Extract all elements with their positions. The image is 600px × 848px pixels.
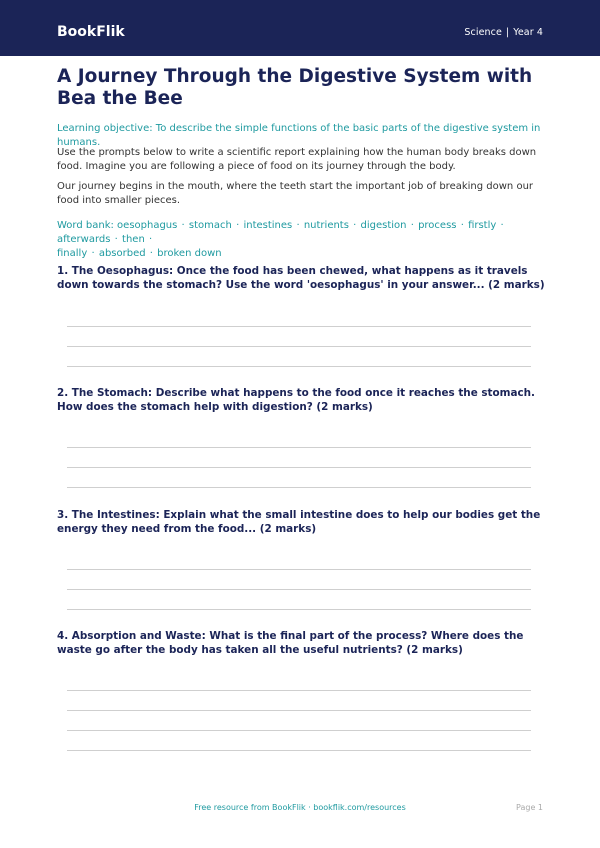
word-bank-word: then [122,234,145,245]
answer-line[interactable] [67,690,531,691]
answer-line[interactable] [67,609,531,610]
question-prompt: 2. The Stomach: Describe what happens to the food once it reaches the stomach. How does the stomach help with digestion? (2 marks) [57,387,535,413]
answer-line[interactable] [67,366,531,367]
word-bank-label: Word bank: [57,220,114,231]
word-bank-word: finally [57,248,88,259]
learning-objective: Learning objective: To describe the simple functions of the basic parts of the digestive system in humans. [57,123,541,148]
worksheet-title: A Journey Through the Digestive System with Bea the Bee [57,66,533,109]
word-bank-word: stomach [188,220,232,231]
header-meta [464,27,543,39]
answer-line[interactable] [67,710,531,711]
answer-line[interactable] [67,589,531,590]
word-separator: · [296,220,300,231]
page-header [0,0,600,56]
question-prompt: 1. The Oesophagus: Once the food has been chewed, what happens as it travels down towards the stomach? Use the word 'oesophagus' in your answer... (2 marks) [57,265,545,291]
word-bank-word: firstly [468,220,497,231]
subject-label: Science [464,27,502,38]
word-bank-word: digestion [360,220,407,231]
word-separator: · [236,220,240,231]
word-bank-word: oesophagus [117,220,178,231]
word-separator: · [148,234,153,245]
year-label: Year 4 [513,27,543,38]
word-bank-word: absorbed [98,248,146,259]
meta-separator: | [505,27,510,38]
word-separator: · [181,220,185,231]
brand-logo-text: BookFlik [57,24,125,40]
word-bank-word: process [418,220,457,231]
word-bank-word: broken down [157,248,222,259]
word-bank-word: afterwards [57,234,111,245]
page-number: Page 1 [516,803,543,812]
word-bank-word: intestines [243,220,293,231]
question-prompt: 3. The Intestines: Explain what the small intestine does to help our bodies get the energy they need from the food... (2 marks) [57,509,541,535]
answer-line[interactable] [67,487,531,488]
answer-line[interactable] [67,447,531,448]
answer-line[interactable] [67,569,531,570]
word-separator: · [149,248,153,259]
word-separator: · [500,220,504,231]
word-separator: · [353,220,357,231]
word-separator: · [410,220,414,231]
word-separator: · [460,220,464,231]
word-bank-word: nutrients [303,220,349,231]
intro-paragraph: Use the prompts below to write a scientific report explaining how the human body breaks down food. Imagine you are following a piece of food on its journey through the body. [57,147,537,172]
answer-line[interactable] [67,750,531,751]
intro-paragraph: Our journey begins in the mouth, where the teeth start the important job of breaking down our food into smaller pieces. [57,181,534,206]
question-prompt: 4. Absorption and Waste: What is the final part of the process? Where does the waste go after the body has taken all the useful nutrients? (2 marks) [57,630,524,656]
word-separator: · [91,248,95,259]
answer-line[interactable] [67,467,531,468]
answer-line[interactable] [67,326,531,327]
answer-line[interactable] [67,730,531,731]
footer-credit: Free resource from BookFlik · bookflik.com/resources [194,803,406,812]
word-separator: · [114,234,118,245]
word-bank [57,219,537,261]
answer-line[interactable] [67,346,531,347]
